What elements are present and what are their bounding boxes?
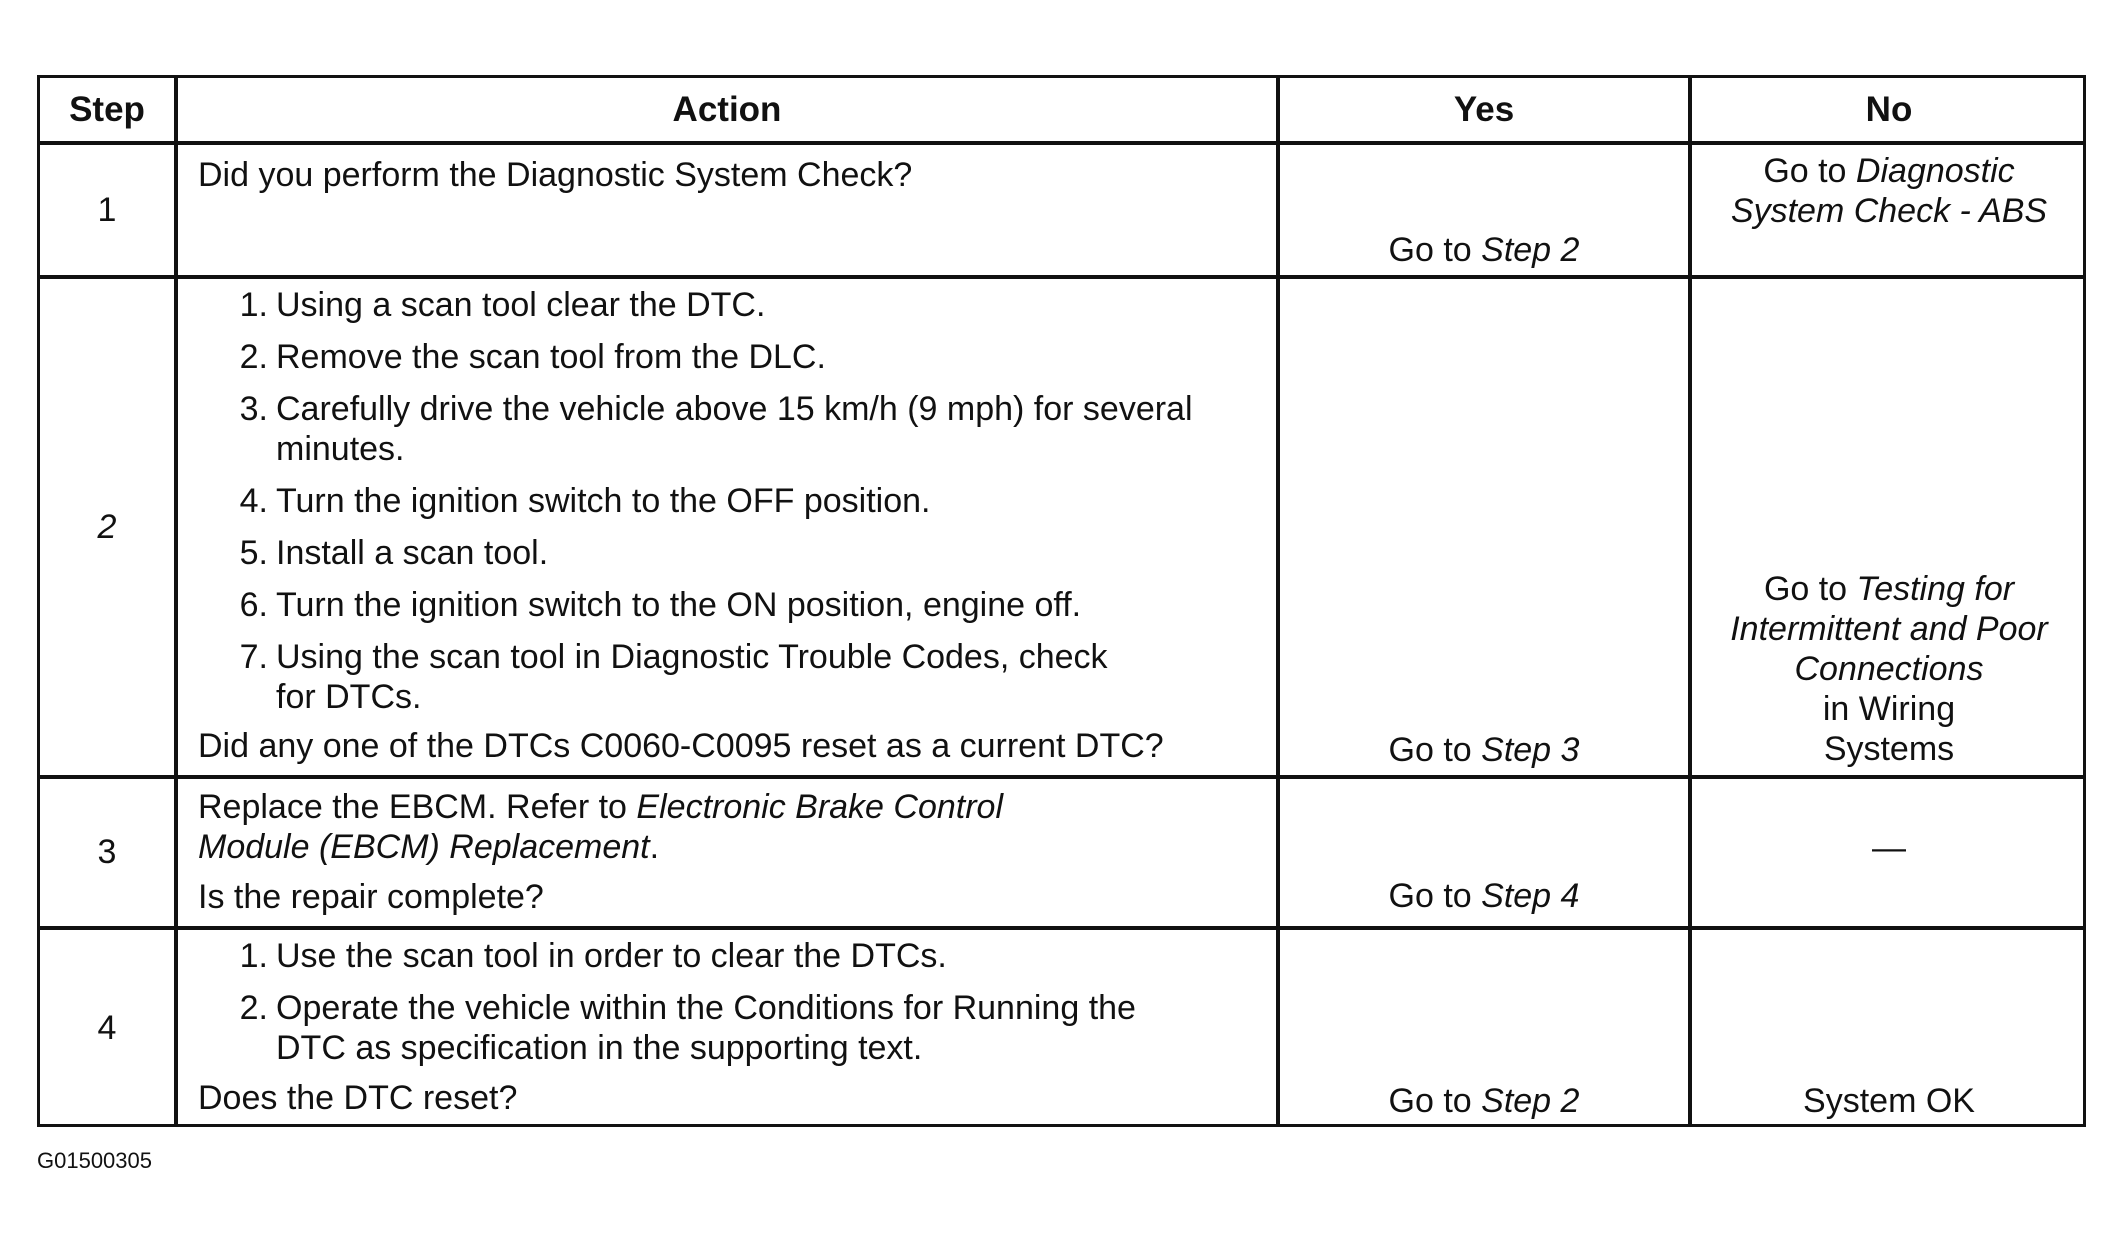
step-link[interactable]: Step 2	[1481, 231, 1580, 269]
no-cell	[1692, 930, 2086, 1127]
step-link[interactable]: Step 4	[1481, 877, 1580, 915]
action-question: Does the DTC reset?	[198, 1079, 518, 1117]
no-result: —	[1872, 829, 1906, 867]
yes-goto: Go to Step 3	[1388, 731, 1580, 769]
yes-cell	[1280, 930, 1688, 1127]
action-question: Did any one of the DTCs C0060-C0095 reset as a current DTC?	[198, 727, 1164, 765]
action-cell: 1. Using a scan tool clear the DTC. 2. Remove the scan tool from the DLC. 3. Carefully drive the vehicle above 15 km/h (9 mph) for several minutes. 4. Turn the ignition switch to the OFF position. 5. Install a scan tool. 6. Turn the ignition switch to the ON position, engine off. 7. Using the scan tool in Diagnostic Trouble Codes, check for DTCs. Did any one of the DTCs C0060-C0095 reset as a current DTC?	[198, 286, 1193, 765]
action-cell	[178, 145, 1276, 275]
action-text: Module (EBCM) Replacement.	[198, 828, 660, 866]
no-cell	[1692, 145, 2086, 275]
step-link[interactable]: Step 2	[1481, 1082, 1580, 1120]
step-number: 3	[97, 833, 117, 871]
no-goto: Go to Testing for Intermittent and Poor Connections in Wiring Systems	[1692, 569, 2086, 769]
procedure-link[interactable]: System Check - ABS	[1730, 192, 2048, 230]
procedure-link[interactable]: Electronic Brake Control	[636, 788, 1004, 826]
yes-cell	[1280, 279, 1688, 775]
figure-id: G01500305	[37, 1148, 152, 1173]
no-result: System OK	[1803, 1082, 1975, 1120]
yes-goto: Go to Step 2	[1388, 1082, 1580, 1120]
procedure-link[interactable]: Intermittent and Poor	[1730, 610, 2048, 648]
action-cell	[178, 779, 1276, 926]
yes-cell	[1280, 145, 1688, 275]
procedure-link[interactable]: Module (EBCM) Replacement	[198, 828, 650, 866]
procedure-link[interactable]: Diagnostic	[1855, 152, 2015, 190]
no-cell	[1692, 779, 2086, 926]
yes-goto: Go to Step 4	[1388, 877, 1580, 915]
action-question: Did you perform the Diagnostic System Check?	[198, 156, 913, 194]
header-step: Step	[69, 89, 145, 129]
diagnostic-table	[37, 75, 2086, 1127]
header-yes: Yes	[1453, 89, 1515, 129]
step-link[interactable]: Step 3	[1481, 731, 1580, 769]
step-number: 4	[97, 1009, 117, 1047]
procedure-link[interactable]: Testing for	[1856, 570, 2015, 608]
procedure-link[interactable]: Connections	[1794, 650, 1984, 688]
action-text: Replace the EBCM. Refer to Electronic Brake Control	[198, 788, 1004, 826]
header-no: No	[1865, 89, 1913, 129]
action-cell: 1. Use the scan tool in order to clear the DTCs. 2. Operate the vehicle within the Conditions for Running the DTC as specification in the supporting text. Does the DTC reset?	[198, 937, 1136, 1117]
action-question: Is the repair complete?	[198, 878, 544, 916]
no-goto: Go to Diagnostic System Check - ABS	[1692, 151, 2086, 231]
yes-goto: Go to Step 2	[1388, 231, 1580, 269]
step-number: 1	[97, 190, 117, 229]
step-number: 2	[97, 507, 117, 546]
yes-cell	[1280, 779, 1688, 926]
no-cell	[1692, 279, 2086, 775]
header-action: Action	[672, 89, 782, 129]
